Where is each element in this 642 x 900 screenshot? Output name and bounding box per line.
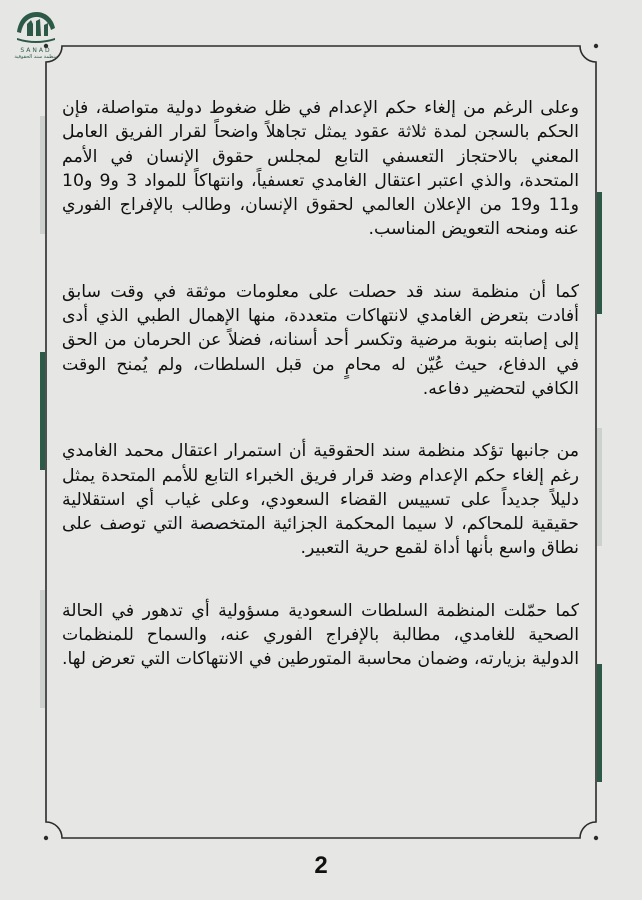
frame-corner-dot — [44, 836, 48, 840]
left-accent-bar — [40, 590, 45, 708]
document-body — [62, 96, 579, 710]
left-accent-bar — [40, 352, 45, 470]
frame-corner-dot — [594, 836, 598, 840]
paragraph: كما أن منظمة سند قد حصلت على معلومات موثقة في وقت سابق أفادت بتعرض الغامدي لانتهاكات متعددة، منها الإهمال الطبي الذي أدى إلى إصابته بنوبة مرضية وتكسر أحد أسنانه، فضلاً عن الحرمان من الحق في الدفاع، حيث عُيّن له محامٍ من قبل السلطات، ولم يُمنح الوقت الكافي لتحضير دفاعه. — [62, 281, 579, 399]
left-accent-bar — [40, 116, 45, 234]
right-accent-bar — [597, 192, 602, 314]
frame-corner-dot — [594, 44, 598, 48]
logo-latin-text: SANAD — [20, 47, 52, 54]
sanad-logo — [8, 6, 64, 70]
right-accent-bar — [597, 428, 602, 546]
sanad-logo-icon — [13, 6, 59, 46]
paragraph: من جانبها تؤكد منظمة سند الحقوقية أن استمرار اعتقال محمد الغامدي رغم إلغاء حكم الإعدام وضد قرار فريق الخبراء التابع للأمم المتحدة يمثل دليلاً جديداً على تسييس القضاء السعودي، وعلى غياب أي استقلالية حقيقية للمحاكم، لا سيما المحكمة الجزائية المتخصصة التي توصف على نطاق واسع بأنها أداة لقمع حرية التعبير. — [62, 441, 579, 559]
page-number: 2 — [314, 852, 328, 879]
paragraph: كما حمّلت المنظمة السلطات السعودية مسؤولية أي تدهور في الحالة الصحية للغامدي، مطالبة بالإفراج الفوري عنه، والسماح للمنظمات الدولية بزيارته، وضمان محاسبة المتورطين في الانتهاكات التي تعرض لها. — [62, 600, 579, 670]
logo-subtitle: منظمة سند الحقوقية — [14, 54, 58, 60]
right-accent-bar — [597, 664, 602, 782]
paragraph: وعلى الرغم من إلغاء حكم الإعدام في ظل ضغوط دولية متواصلة، فإن الحكم بالسجن لمدة ثلاثة عقود يمثل تجاهلاً واضحاً لقرار الفريق العامل المعني بالاحتجاز التعسفي التابع لمجلس حقوق الإنسان في الأمم المتحدة، والذي اعتبر اعتقال الغامدي تعسفياً، وانتهاكاً للمواد 3 و9 و10 و11 و19 من الإعلان العالمي لحقوق الإنسان، وطالب بالإفراج الفوري عنه ومنحه التعويض المناسب. — [62, 98, 579, 240]
